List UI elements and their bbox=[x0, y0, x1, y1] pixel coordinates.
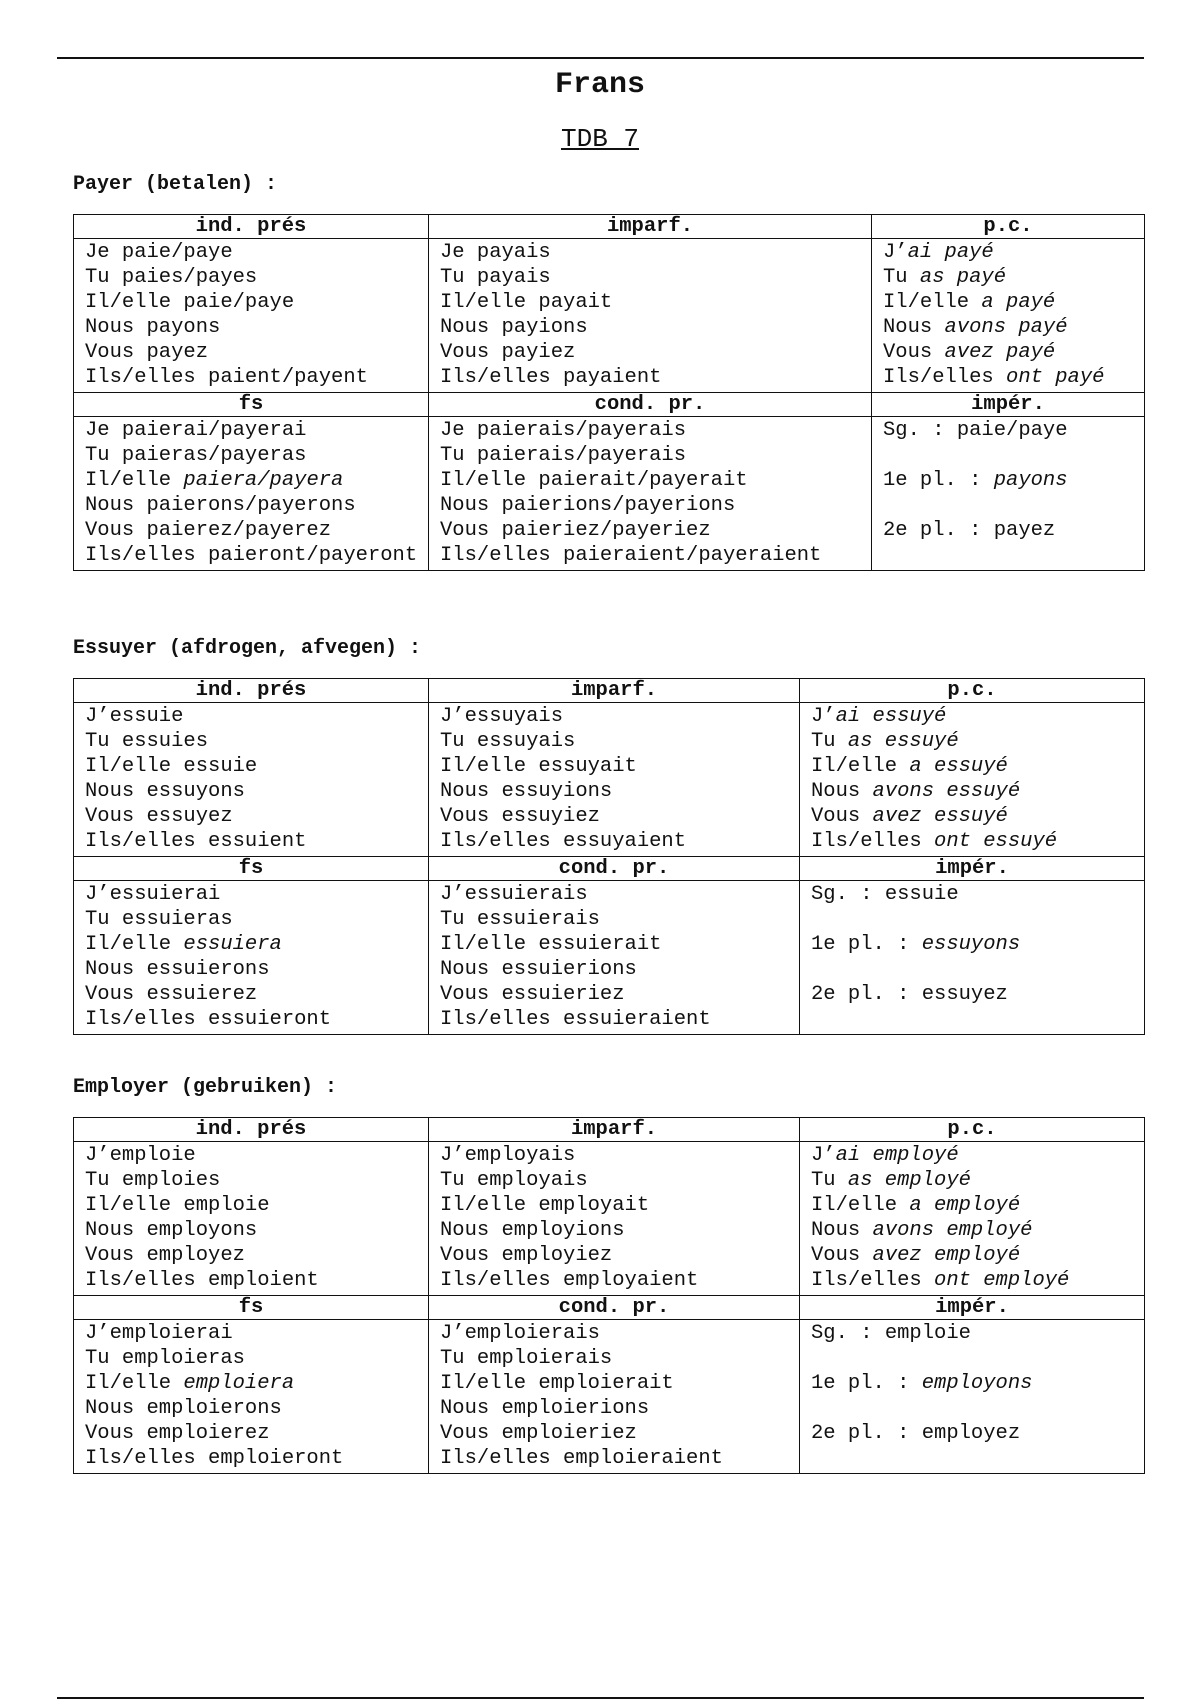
verb-section-essuyer bbox=[73, 634, 1144, 1035]
conjugation-subject: Il/elle bbox=[811, 1194, 910, 1217]
passe-compose-cell bbox=[872, 239, 1145, 393]
conjugation-line: Il/elle essuie bbox=[85, 755, 258, 778]
conjugation-line: Je paie/paye bbox=[85, 241, 233, 264]
conditionnel-cell bbox=[429, 1320, 800, 1474]
conjugation-subject: Vous bbox=[883, 341, 945, 364]
conjugation-line bbox=[811, 1268, 1144, 1293]
imperatif-label: Sg. : bbox=[811, 883, 885, 906]
conjugation-line bbox=[85, 932, 428, 957]
conjugation-line: Tu essuies bbox=[85, 730, 209, 753]
spacer bbox=[811, 907, 1144, 932]
column-header: fs bbox=[74, 857, 429, 881]
header-row bbox=[74, 1296, 1145, 1320]
conjugation-emphasis: a essuyé bbox=[909, 755, 1008, 778]
verb-section-employer bbox=[73, 1073, 1144, 1474]
conjugation-line: Je paierais/payerais bbox=[440, 419, 687, 442]
conjugation-line bbox=[883, 365, 1144, 390]
conjugation-line: J’employais bbox=[440, 1144, 576, 1167]
conjugation-emphasis: paiera/payera bbox=[183, 469, 344, 492]
present-cell bbox=[74, 239, 429, 393]
conjugation-line: Nous essuyons bbox=[85, 780, 245, 803]
conjugation-line: Vous payiez bbox=[440, 341, 576, 364]
conjugation-line: Vous employiez bbox=[440, 1244, 613, 1267]
conjugation-line: Nous essuyions bbox=[440, 780, 613, 803]
conjugation-line: Tu paies/payes bbox=[85, 266, 258, 289]
conjugation-emphasis: ont employé bbox=[934, 1269, 1070, 1292]
conjugation-line bbox=[85, 882, 428, 907]
imperatif-label: 2e pl. : bbox=[811, 983, 922, 1006]
imperatif-line bbox=[883, 468, 1144, 493]
column-header: ind. prés bbox=[74, 215, 429, 239]
conjugation-line bbox=[883, 265, 1144, 290]
verb-heading: Employer (gebruiken) : bbox=[73, 1076, 338, 1099]
column-header: impér. bbox=[800, 1296, 1145, 1320]
conjugation-line bbox=[811, 1243, 1144, 1268]
imperatif-label: 2e pl. : bbox=[883, 519, 994, 542]
imperatif-form: essuyons bbox=[921, 933, 1021, 956]
imperatif-cell bbox=[800, 881, 1145, 1035]
conjugation-subject: Ils/elles bbox=[811, 830, 935, 853]
conjugation-table bbox=[73, 214, 1145, 571]
conjugation-emphasis: as employé bbox=[847, 1169, 971, 1192]
conjugation-subject: J’ bbox=[811, 705, 836, 728]
imperatif-form: essuyez bbox=[921, 983, 1008, 1006]
passe-compose-cell bbox=[800, 703, 1145, 857]
conjugation-subject: Je paierai/payerai bbox=[85, 419, 307, 442]
conjugation-line bbox=[85, 1446, 428, 1471]
conjugation-subject: J’ bbox=[811, 1144, 836, 1167]
conjugation-line: Tu emploierais bbox=[440, 1347, 613, 1370]
conjugation-emphasis: avons payé bbox=[944, 316, 1068, 339]
conjugation-line bbox=[85, 543, 428, 568]
conjugation-line: Ils/elles emploieraient bbox=[440, 1447, 723, 1470]
passe-compose-cell bbox=[800, 1142, 1145, 1296]
conjugation-line: Il/elle emploie bbox=[85, 1194, 270, 1217]
conjugation-line: Il/elle essuierait bbox=[440, 933, 662, 956]
column-header: imparf. bbox=[429, 215, 872, 239]
imparfait-cell bbox=[429, 703, 800, 857]
conjugation-line bbox=[883, 340, 1144, 365]
conjugation-emphasis: a payé bbox=[981, 291, 1056, 314]
spacer bbox=[883, 493, 1144, 518]
imperatif-form: employez bbox=[921, 1422, 1021, 1445]
conjugation-line: Tu emploies bbox=[85, 1169, 221, 1192]
conjugation-line: Vous paieriez/payeriez bbox=[440, 519, 711, 542]
imperatif-cell bbox=[800, 1320, 1145, 1474]
conjugation-emphasis: avez employé bbox=[872, 1244, 1021, 1267]
conjugation-line: Ils/elles payaient bbox=[440, 366, 662, 389]
futur-simple-cell bbox=[74, 1320, 429, 1474]
conjugation-emphasis: essuiera bbox=[183, 933, 282, 956]
conjugation-emphasis: ont payé bbox=[1006, 366, 1105, 389]
conjugation-subject: Tu essuieras bbox=[85, 908, 233, 931]
conjugation-subject: Nous bbox=[811, 1219, 873, 1242]
header-row bbox=[74, 215, 1145, 239]
conjugation-line: Il/elle paierait/payerait bbox=[440, 469, 748, 492]
imperatif-form: payez bbox=[993, 519, 1056, 542]
conjugation-subject: Vous emploierez bbox=[85, 1422, 270, 1445]
column-header: imparf. bbox=[429, 679, 800, 703]
conjugation-line bbox=[85, 468, 428, 493]
conjugation-emphasis: avons employé bbox=[872, 1219, 1033, 1242]
column-header: ind. prés bbox=[74, 679, 429, 703]
conjugation-line: Ils/elles paient/payent bbox=[85, 366, 368, 389]
conjugation-subject: Il/elle bbox=[85, 1372, 184, 1395]
imperatif-label: Sg. : bbox=[811, 1322, 885, 1345]
conjugation-subject: Tu bbox=[811, 1169, 848, 1192]
conjugation-subject: Nous paierons/payerons bbox=[85, 494, 356, 517]
conjugation-line bbox=[811, 754, 1144, 779]
conjugation-line: Nous emploierions bbox=[440, 1397, 650, 1420]
conjugation-subject: Tu paieras/payeras bbox=[85, 444, 307, 467]
imperatif-line bbox=[811, 932, 1144, 957]
conjugation-line bbox=[85, 493, 428, 518]
conjugation-line: Il/elle emploierait bbox=[440, 1372, 674, 1395]
conjugation-line bbox=[883, 240, 1144, 265]
spacer bbox=[811, 957, 1144, 982]
conjugation-line: Vous emploieriez bbox=[440, 1422, 637, 1445]
imperatif-line bbox=[883, 418, 1144, 443]
conjugation-line bbox=[85, 518, 428, 543]
column-header: imparf. bbox=[429, 1118, 800, 1142]
conjugation-line: Nous essuierions bbox=[440, 958, 637, 981]
conjugation-subject: Vous bbox=[811, 805, 873, 828]
conjugation-line: Il/elle paie/paye bbox=[85, 291, 295, 314]
conjugation-line: Nous employions bbox=[440, 1219, 625, 1242]
conjugation-subject: Il/elle bbox=[811, 755, 910, 778]
futur-simple-cell bbox=[74, 417, 429, 571]
imperatif-line bbox=[811, 1421, 1144, 1446]
table-row bbox=[74, 703, 1145, 857]
conjugation-line: Tu paierais/payerais bbox=[440, 444, 687, 467]
conjugation-emphasis: avons essuyé bbox=[872, 780, 1021, 803]
bottom-rule bbox=[57, 1697, 1144, 1699]
imperatif-form: payons bbox=[993, 469, 1068, 492]
imperatif-form: employons bbox=[921, 1372, 1033, 1395]
conjugation-line bbox=[811, 779, 1144, 804]
conjugation-line: J’emploierais bbox=[440, 1322, 600, 1345]
conjugation-subject: Vous paierez/payerez bbox=[85, 519, 332, 542]
table-row bbox=[74, 239, 1145, 393]
spacer bbox=[811, 1396, 1144, 1421]
conjugation-subject: Ils/elles bbox=[811, 1269, 935, 1292]
conjugation-line bbox=[883, 290, 1144, 315]
conjugation-line bbox=[811, 1193, 1144, 1218]
conjugation-line: J’emploie bbox=[85, 1144, 196, 1167]
conjugation-subject: Il/elle bbox=[85, 469, 184, 492]
conjugation-subject: J’ bbox=[883, 241, 908, 264]
conjugation-line bbox=[883, 315, 1144, 340]
conjugation-emphasis: as essuyé bbox=[847, 730, 959, 753]
conjugation-line: Vous essuyez bbox=[85, 805, 233, 828]
spacer bbox=[811, 1346, 1144, 1371]
conjugation-line: Il/elle essuyait bbox=[440, 755, 637, 778]
conjugation-emphasis: a employé bbox=[909, 1194, 1021, 1217]
conjugation-subject: J’emploierai bbox=[85, 1322, 233, 1345]
conjugation-line: Nous employons bbox=[85, 1219, 258, 1242]
imperatif-label: 1e pl. : bbox=[811, 933, 922, 956]
conjugation-subject: Tu emploieras bbox=[85, 1347, 245, 1370]
conjugation-line: Ils/elles employaient bbox=[440, 1269, 699, 1292]
imperatif-form: essuie bbox=[884, 883, 959, 906]
conjugation-emphasis: ont essuyé bbox=[934, 830, 1058, 853]
column-header: impér. bbox=[872, 393, 1145, 417]
conjugation-line: Vous essuieriez bbox=[440, 983, 625, 1006]
conjugation-subject: Ils/elles paieront/payeront bbox=[85, 544, 418, 567]
conjugation-subject: Il/elle bbox=[85, 933, 184, 956]
imperatif-line bbox=[811, 1371, 1144, 1396]
table-row bbox=[74, 881, 1145, 1035]
column-header: impér. bbox=[800, 857, 1145, 881]
verb-heading: Payer (betalen) : bbox=[73, 173, 278, 196]
conjugation-line: J’essuyais bbox=[440, 705, 564, 728]
conjugation-line bbox=[85, 1421, 428, 1446]
conjugation-line: Je payais bbox=[440, 241, 551, 264]
conjugation-subject: Ils/elles bbox=[883, 366, 1007, 389]
conjugation-line: Ils/elles essuient bbox=[85, 830, 307, 853]
conjugation-line: Tu essuierais bbox=[440, 908, 600, 931]
conjugation-line: Tu essuyais bbox=[440, 730, 576, 753]
conjugation-subject: Nous emploierons bbox=[85, 1397, 282, 1420]
conjugation-line bbox=[85, 907, 428, 932]
conjugation-line bbox=[85, 957, 428, 982]
conjugation-subject: J’essuierai bbox=[85, 883, 221, 906]
conjugation-line: Nous payons bbox=[85, 316, 221, 339]
column-header: ind. prés bbox=[74, 1118, 429, 1142]
imperatif-line bbox=[811, 1321, 1144, 1346]
imperatif-form: paie/paye bbox=[956, 419, 1068, 442]
conjugation-subject: Vous essuierez bbox=[85, 983, 258, 1006]
conjugation-line: Nous payions bbox=[440, 316, 588, 339]
header-row bbox=[74, 393, 1145, 417]
imparfait-cell bbox=[429, 239, 872, 393]
column-header: p.c. bbox=[800, 1118, 1145, 1142]
conjugation-subject: Nous essuierons bbox=[85, 958, 270, 981]
conjugation-subject: Vous bbox=[811, 1244, 873, 1267]
conjugation-table bbox=[73, 1117, 1145, 1474]
conjugation-line bbox=[85, 443, 428, 468]
conjugation-subject: Tu bbox=[811, 730, 848, 753]
imperatif-label: Sg. : bbox=[883, 419, 957, 442]
column-header: fs bbox=[74, 1296, 429, 1320]
conjugation-line: J’essuierais bbox=[440, 883, 588, 906]
conjugation-line bbox=[811, 829, 1144, 854]
conjugation-line bbox=[811, 1168, 1144, 1193]
conjugation-subject: Ils/elles emploieront bbox=[85, 1447, 344, 1470]
imperatif-line bbox=[811, 982, 1144, 1007]
imperatif-label: 1e pl. : bbox=[811, 1372, 922, 1395]
page-title: Frans bbox=[554, 68, 645, 102]
verb-section-payer bbox=[73, 170, 1144, 571]
conjugation-line bbox=[85, 1007, 428, 1032]
conjugation-line bbox=[811, 704, 1144, 729]
column-header: p.c. bbox=[872, 215, 1145, 239]
imparfait-cell bbox=[429, 1142, 800, 1296]
conjugation-line bbox=[85, 982, 428, 1007]
imperatif-line bbox=[811, 882, 1144, 907]
conjugation-line: Tu employais bbox=[440, 1169, 588, 1192]
imperatif-label: 1e pl. : bbox=[883, 469, 994, 492]
column-header: cond. pr. bbox=[429, 393, 872, 417]
conjugation-line: Il/elle payait bbox=[440, 291, 613, 314]
subtitle-text: TDB 7 bbox=[560, 124, 639, 154]
column-header: cond. pr. bbox=[429, 1296, 800, 1320]
column-header: fs bbox=[74, 393, 429, 417]
conjugation-line bbox=[811, 804, 1144, 829]
conjugation-line bbox=[85, 1346, 428, 1371]
conditionnel-cell bbox=[429, 417, 872, 571]
conjugation-emphasis: ai payé bbox=[907, 241, 994, 264]
conjugation-subject: Il/elle bbox=[883, 291, 982, 314]
column-header: p.c. bbox=[800, 679, 1145, 703]
futur-simple-cell bbox=[74, 881, 429, 1035]
imperatif-label: 2e pl. : bbox=[811, 1422, 922, 1445]
conjugation-line: Il/elle employait bbox=[440, 1194, 650, 1217]
conjugation-line: Ils/elles emploient bbox=[85, 1269, 319, 1292]
conjugation-line: Ils/elles essuieraient bbox=[440, 1008, 711, 1031]
conjugation-emphasis: avez payé bbox=[944, 341, 1056, 364]
conjugation-table bbox=[73, 678, 1145, 1035]
table-row bbox=[74, 1320, 1145, 1474]
conjugation-line bbox=[85, 1371, 428, 1396]
table-row bbox=[74, 417, 1145, 571]
column-header: cond. pr. bbox=[429, 857, 800, 881]
top-rule bbox=[57, 57, 1144, 59]
conjugation-emphasis: ai employé bbox=[835, 1144, 959, 1167]
conjugation-line: Vous essuyiez bbox=[440, 805, 600, 828]
conjugation-emphasis: as payé bbox=[919, 266, 1007, 289]
header-row bbox=[74, 1118, 1145, 1142]
conjugation-line bbox=[811, 729, 1144, 754]
conjugation-line bbox=[811, 1218, 1144, 1243]
conjugation-line: Tu payais bbox=[440, 266, 551, 289]
conjugation-line bbox=[85, 1321, 428, 1346]
conjugation-line: Ils/elles paieraient/payeraient bbox=[440, 544, 822, 567]
present-cell bbox=[74, 703, 429, 857]
conditionnel-cell bbox=[429, 881, 800, 1035]
conjugation-line bbox=[85, 1396, 428, 1421]
conjugation-emphasis: emploiera bbox=[183, 1372, 295, 1395]
conjugation-subject: Nous bbox=[883, 316, 945, 339]
conjugation-emphasis: avez essuyé bbox=[872, 805, 1008, 828]
conjugation-line: Ils/elles essuyaient bbox=[440, 830, 687, 853]
conjugation-line: J’essuie bbox=[85, 705, 184, 728]
verb-heading: Essuyer (afdrogen, afvegen) : bbox=[73, 637, 422, 660]
conjugation-line: Vous payez bbox=[85, 341, 209, 364]
page-subtitle bbox=[0, 124, 1200, 154]
imperatif-form: emploie bbox=[884, 1322, 971, 1345]
table-row bbox=[74, 1142, 1145, 1296]
conjugation-emphasis: ai essuyé bbox=[835, 705, 947, 728]
conjugation-line bbox=[811, 1143, 1144, 1168]
spacer bbox=[883, 443, 1144, 468]
conjugation-subject: Tu bbox=[883, 266, 920, 289]
conjugation-line: Nous paierions/payerions bbox=[440, 494, 736, 517]
imperatif-cell bbox=[872, 417, 1145, 571]
present-cell bbox=[74, 1142, 429, 1296]
conjugation-line bbox=[85, 418, 428, 443]
conjugation-line: Vous employez bbox=[85, 1244, 245, 1267]
conjugation-subject: Ils/elles essuieront bbox=[85, 1008, 332, 1031]
conjugation-subject: Nous bbox=[811, 780, 873, 803]
imperatif-line bbox=[883, 518, 1144, 543]
header-row bbox=[74, 679, 1145, 703]
header-row bbox=[74, 857, 1145, 881]
